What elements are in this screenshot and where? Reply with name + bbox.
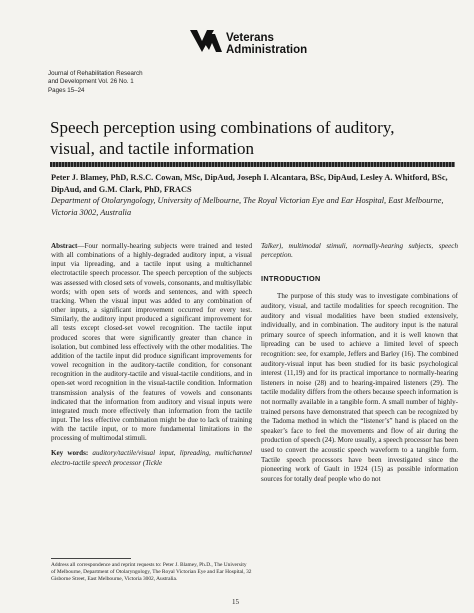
veterans-administration-logo-icon bbox=[190, 30, 222, 52]
logo-text bbox=[226, 32, 307, 56]
abstract bbox=[51, 242, 252, 443]
article-title: Speech perception using combinations of auditory, visual, and tactile information bbox=[50, 118, 395, 158]
page-number: 15 bbox=[232, 598, 239, 606]
va-logo bbox=[190, 30, 310, 60]
left-column bbox=[51, 242, 252, 468]
journal-line-1: Journal of Rehabilitation Research bbox=[48, 70, 143, 77]
abstract-label: Abstract bbox=[51, 242, 78, 250]
introduction-text: The purpose of this study was to investigate combinations of auditory, visual, and tactile modalities for speech recognition. The auditory and visual modalities have been studied extensively, individually, and in combination. The auditory input is the natural primary source of speech information, and it is well known that lipreading can be used to achieve a limited level of speech recognition: see, for example, Jeffers and Barley (16). The combined auditory-visual input has been studied for its basic psychological interest (11,19) and for its practical importance to normally-hearing listeners in noise (28) and to hearing-impaired listeners (29). The tactile modality differs from the others because speech information is not normally available in a tangible form. A small number of highly-trained persons have demonstrated that speech can be recognized by the Tadoma method in which the “listener’s” hand is placed on the speaker’s face to feel the movements and flow of air during the production of speech (24). More usually, a speech processor has been used to convert the acoustic speech waveform to a tangible form. Tactile speech processors have been investigated since the pioneering work of Gault in 1924 (15) as possible information sources for totally deaf people who do not bbox=[261, 292, 458, 483]
keywords-text: auditory/tactile/visual input, lipreading, multichannel electro-tactile speech processor (Tickle bbox=[51, 449, 252, 467]
journal-info bbox=[48, 70, 143, 95]
title-rule bbox=[50, 162, 455, 167]
journal-line-3: Pages 15–24 bbox=[48, 86, 85, 94]
logo-line-1: Veterans bbox=[226, 32, 274, 44]
logo-line-2: Administration bbox=[226, 44, 308, 56]
keywords bbox=[51, 449, 252, 467]
keywords-label: Key words: bbox=[51, 449, 89, 458]
journal-line-2: and Development Vol. 26 No. 1 bbox=[48, 78, 134, 86]
abstract-text: —Four normally-hearing subjects were trained and tested with all combinations of a highly-degraded auditory input, a visual input via lipreading, and a tactile input using a multichannel electrotactile speech processor. The speech perception of the subjects was assessed with closed sets of vowels, consonants, and multisyllabic words; with open sets of words and sentences, and with speech tracking. When the visual input was added to any combination of other inputs, a significant improvement occurred for every test. Similarly, the auditory input produced a significant improvement for all tests except closed-set vowel recognition. The tactile input produced scores that were significantly greater than chance in isolation, but combined less effectively with the other modalities. The addition of the tactile input did produce significant improvements for vowel recognition in the auditory-tactile condition, for consonant recognition in the auditory-tactile and visual-tactile conditions, and in open-set word recognition in the visual-tactile condition. Information transmission analysis of the features of vowels and consonants indicated that the information from auditory and visual inputs were integrated much more effectively than information from the tactile input. The less effective combination might be due to lack of training with the tactile input, or to more fundamental limitations in the processing of multimodal stimuli. bbox=[51, 242, 252, 443]
correspondence-footnote: Address all correspondence and reprint requests to: Peter J. Blamey, Ph.D., The University of Melbourne, Department of Otolaryngology, The Royal Victorian Eye and Ear Hospital, 32 Gisborne Street, East Melbourne, Victoria 3002, Australia. bbox=[51, 562, 252, 582]
keywords-continued: Talker), multimodal stimuli, normally-hearing subjects, speech perception. bbox=[261, 242, 458, 260]
section-heading: INTRODUCTION bbox=[261, 274, 321, 284]
author-affiliation: Department of Otolaryngology, University of Melbourne, The Royal Victorian Eye and Ear Hospital, East Melbourne, Victoria 3002, Australia bbox=[51, 196, 444, 217]
footnote-rule bbox=[51, 558, 131, 559]
author-list: Peter J. Blamey, PhD, R.S.C. Cowan, MSc, DipAud, Joseph I. Alcantara, BSc, DipAud, Lesley A. Whitford, BSc, DipAud, and G.M. Clark, PhD, FRACS bbox=[51, 173, 448, 194]
right-column bbox=[261, 242, 458, 484]
